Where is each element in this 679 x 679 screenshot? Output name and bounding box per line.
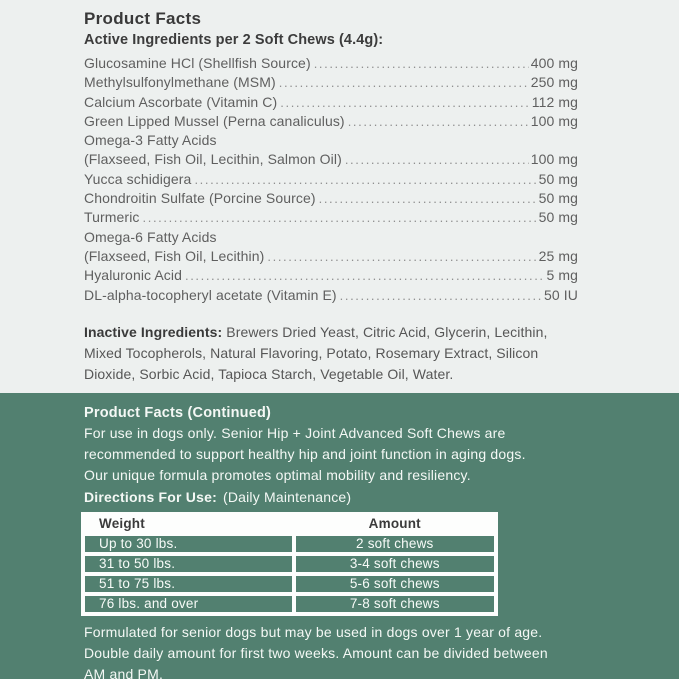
ingredient-amount: 100 mg: [530, 112, 578, 129]
dotted-leader: [280, 94, 529, 110]
product-facts-title: Product Facts: [84, 9, 202, 28]
inactive-line: [84, 322, 679, 343]
ingredient-name: Omega-3 Fatty Acids: [84, 132, 217, 149]
directions-note: (Daily Maintenance): [222, 488, 352, 505]
ingredient-name: DL-alpha-tocopheryl acetate (Vitamin E): [84, 286, 337, 303]
dosage-table-body: [85, 536, 494, 612]
ingredient-row: [84, 151, 578, 170]
product-facts-section: [0, 0, 679, 306]
dosage-footnote-line: Double daily amount for first two weeks. Amount can be divided between: [84, 644, 548, 661]
ingredient-row: [84, 132, 578, 151]
inactive-line: Mixed Tocopherols, Natural Flavoring, Potato, Rosemary Extract, Silicon: [84, 344, 539, 361]
directions-label: Directions For Use:: [84, 488, 217, 505]
ingredient-amount: 400 mg: [530, 55, 578, 71]
ingredient-name: (Flaxseed, Fish Oil, Lecithin, Salmon Oil): [84, 151, 342, 168]
ingredient-amount: 50 mg: [538, 190, 578, 207]
ingredient-row: [84, 229, 578, 248]
weight-cell: 76 lbs. and over: [85, 596, 292, 612]
dosage-row: [85, 596, 494, 612]
dosage-row: [85, 576, 494, 592]
inactive-line-text: Brewers Dried Yeast, Citric Acid, Glycerin, Lecithin,: [226, 323, 548, 340]
ingredient-name: Omega-6 Fatty Acids: [84, 228, 217, 245]
amount-cell: 7-8 soft chews: [296, 596, 494, 612]
continued-section: [0, 393, 679, 679]
continued-title: Product Facts (Continued): [84, 404, 272, 421]
amount-cell: 3-4 soft chews: [296, 556, 494, 572]
ingredient-name: Green Lipped Mussel (Perna canaliculus): [84, 112, 345, 129]
usage-description: [84, 423, 639, 486]
usage-description-line: Our unique formula promotes optimal mobility and resiliency.: [84, 466, 471, 483]
dotted-leader: [345, 151, 529, 167]
ingredient-name: Hyaluronic Acid: [84, 267, 182, 284]
ingredient-name: Turmeric: [84, 209, 140, 226]
ingredient-name: Methylsulfonylmethane (MSM): [84, 74, 276, 91]
ingredient-row: [84, 287, 578, 306]
dotted-leader: [143, 209, 537, 225]
inactive-ingredients: [84, 322, 679, 385]
ingredient-name: Calcium Ascorbate (Vitamin C): [84, 93, 278, 110]
dotted-leader: [185, 267, 544, 283]
active-ingredients-heading: Active Ingredients per 2 Soft Chews (4.4g):: [84, 32, 384, 48]
dotted-leader: [279, 74, 529, 90]
dosage-col-header: Weight: [85, 516, 292, 532]
ingredient-row: [84, 55, 578, 74]
amount-cell: 2 soft chews: [296, 536, 494, 552]
dotted-leader: [319, 190, 537, 206]
ingredient-row: [84, 113, 578, 132]
ingredient-amount: 50 mg: [538, 209, 578, 226]
ingredient-amount: 50 IU: [544, 286, 578, 303]
ingredient-name: Yucca schidigera: [84, 170, 192, 187]
dosage-row: [85, 536, 494, 552]
dosage-table-head: [85, 516, 494, 532]
dotted-leader: [267, 248, 536, 264]
ingredient-amount: 100 mg: [530, 151, 578, 168]
inactive-line: Dioxide, Sorbic Acid, Tapioca Starch, Vegetable Oil, Water.: [84, 365, 454, 382]
dosage-table: [81, 512, 498, 616]
weight-cell: 51 to 75 lbs.: [85, 576, 292, 592]
dosage-footnote: [84, 622, 639, 679]
inactive-ingredients-label: Inactive Ingredients:: [84, 323, 223, 340]
ingredient-amount: 25 mg: [538, 247, 578, 264]
dosage-footnote-line: Formulated for senior dogs but may be used in dogs over 1 year of age.: [84, 623, 543, 640]
ingredient-row: [84, 94, 578, 113]
ingredient-amount: 5 mg: [546, 267, 578, 284]
dosage-row: [85, 556, 494, 572]
dosage-footnote-line: AM and PM.: [84, 665, 164, 679]
dotted-leader: [348, 113, 529, 129]
ingredient-name: Glucosamine HCl (Shellfish Source): [84, 55, 311, 71]
dotted-leader: [314, 55, 529, 71]
ingredient-row: [84, 190, 578, 209]
ingredient-row: [84, 209, 578, 228]
ingredient-name: (Flaxseed, Fish Oil, Lecithin): [84, 247, 265, 264]
ingredient-name: Chondroitin Sulfate (Porcine Source): [84, 190, 316, 207]
dosage-col-header: Amount: [296, 516, 494, 532]
amount-cell: 5-6 soft chews: [296, 576, 494, 592]
weight-cell: 31 to 50 lbs.: [85, 556, 292, 572]
weight-cell: Up to 30 lbs.: [85, 536, 292, 552]
ingredient-row: [84, 171, 578, 190]
ingredient-amount: 112 mg: [531, 93, 578, 110]
ingredient-list: [84, 55, 578, 306]
dotted-leader: [194, 171, 536, 187]
ingredient-row: [84, 248, 578, 267]
ingredient-row: [84, 267, 578, 286]
directions-heading: [84, 489, 639, 506]
dotted-leader: [340, 287, 542, 303]
usage-description-line: recommended to support healthy hip and joint function in aging dogs.: [84, 445, 526, 462]
ingredient-amount: 50 mg: [538, 170, 578, 187]
usage-description-line: For use in dogs only. Senior Hip + Joint Advanced Soft Chews are: [84, 424, 506, 441]
ingredient-row: [84, 74, 578, 93]
ingredient-amount: 250 mg: [530, 74, 578, 91]
